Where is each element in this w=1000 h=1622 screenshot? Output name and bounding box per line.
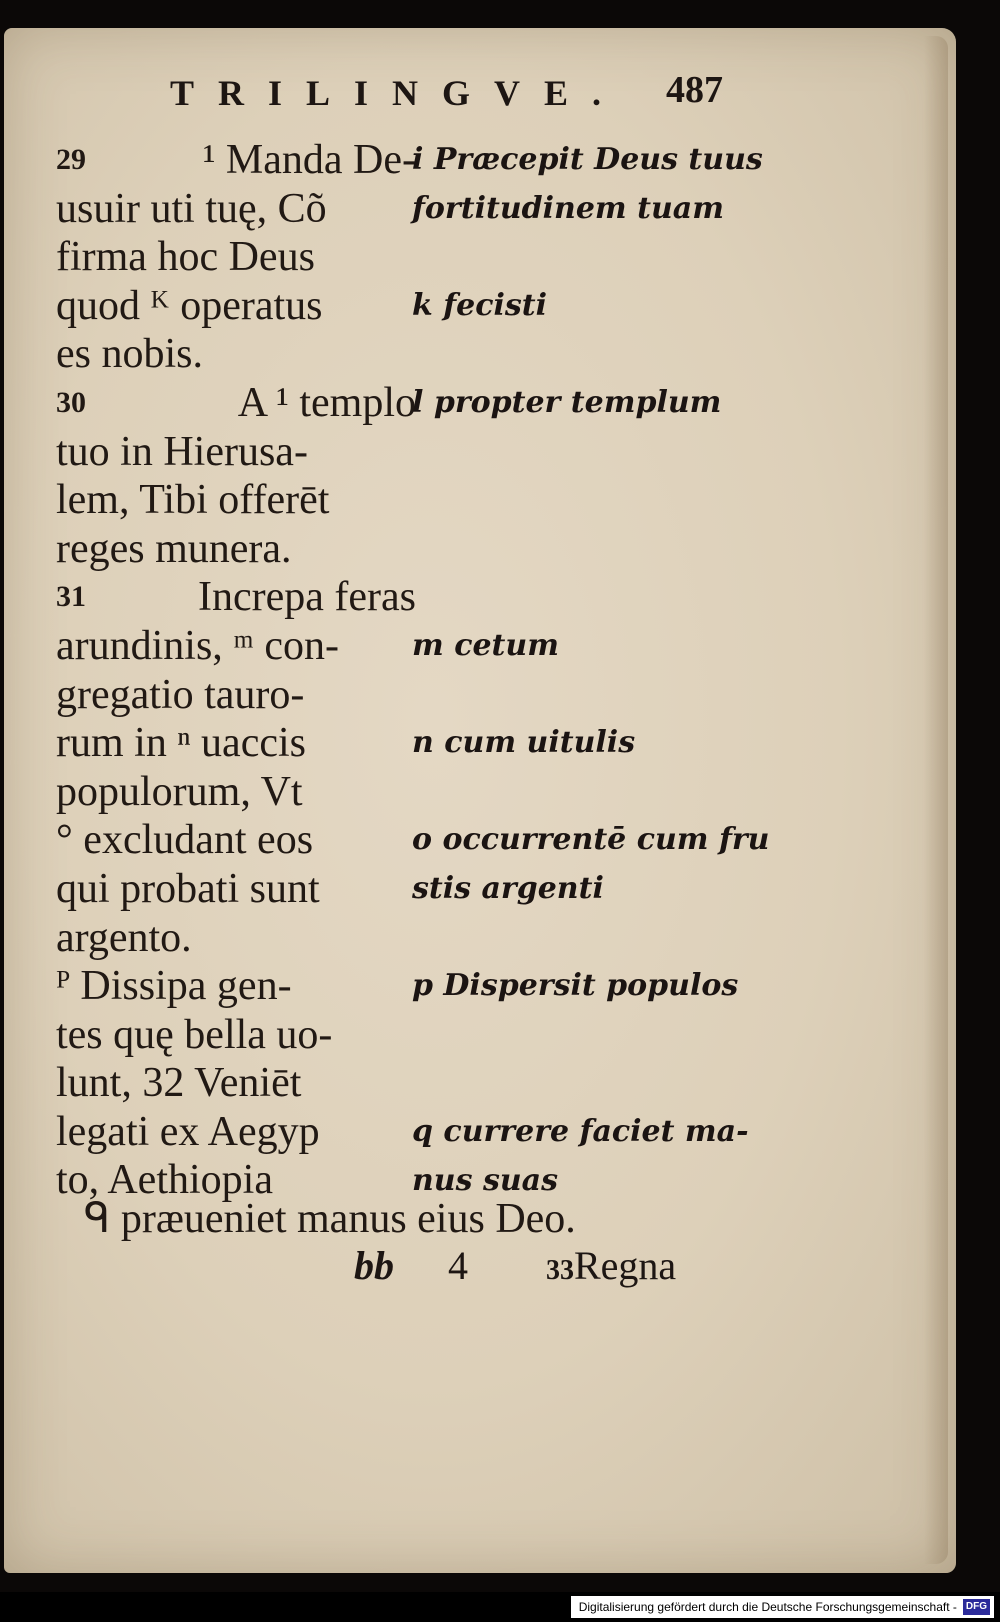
verse-number: 31 [56,580,86,614]
page-edge [924,36,948,1564]
latin-line-text: usuir uti tuę, Cõ [56,185,327,232]
latin-line [56,719,416,768]
latin-line-text: to, Aethiopia [56,1157,273,1204]
signature-number: 4 [448,1243,468,1288]
latin-line-text: A ¹ templo [237,379,416,426]
latin-line-text: reges munera. [56,525,292,572]
latin-line-text: lem, Tibi offerēt [56,477,330,524]
latin-line [56,1011,416,1060]
gloss-line: q currere faciet ma- [412,1114,749,1149]
latin-line [56,185,416,234]
latin-line-text: arundinis, ᵐ con- [56,622,339,669]
latin-line-text: ᴾ Dissipa gen- [56,963,292,1010]
latin-line [56,282,416,331]
latin-line [56,428,416,477]
latin-line [56,573,416,622]
gloss-line: m cetum [412,628,559,663]
latin-line-text: firma hoc Deus [56,234,315,281]
gloss-line: n cum uitulis [412,725,636,761]
gloss-line: o occurrentē cum fru [412,822,770,858]
latin-line-text: populorum, Vt [56,768,303,815]
gloss-line: stis argenti [412,871,604,906]
page-number: 487 [666,69,723,111]
latin-line-text: es nobis. [56,331,203,378]
latin-line-text: gregatio tauro- [56,671,305,718]
latin-line [56,136,416,185]
latin-line-text: argento. [56,914,192,961]
digitization-credit [571,1596,994,1618]
latin-line [56,330,416,379]
verse-last-line: ᑫ præueniet manus eius Deo. [84,1196,576,1242]
gloss-line: fortitudinem tuam [412,190,724,226]
gloss-line: nus suas [412,1162,558,1198]
latin-line [56,476,416,525]
latin-line [56,379,416,428]
latin-line-text: lunt, 32 Veniēt [56,1060,302,1107]
latin-line-text: quod ᴷ operatus [56,282,323,329]
latin-line [56,671,416,720]
latin-text-column [56,136,416,1205]
catchword [546,1242,676,1289]
page-header [170,69,750,122]
latin-line-text: rum in ⁿ uaccis [56,720,306,767]
catchword-text: Regna [574,1243,677,1288]
latin-line-text: ¹ Manda De- [202,137,416,183]
verse-number: 29 [56,143,86,176]
verse-number: 30 [56,385,86,419]
latin-line-text: ° excludant eos [56,817,314,864]
latin-line-text: Increpa feras [198,574,416,621]
gloss-line: p Dispersit populos [412,968,739,1004]
running-title: TRILINGVE. [170,73,626,113]
gloss-line: k fecisti [412,287,548,323]
latin-line [56,233,416,282]
latin-line [56,622,416,671]
dfg-logo: DFG [963,1599,990,1615]
latin-line [56,914,416,963]
latin-line-text: tuo in Hierusa- [56,428,308,475]
latin-line [56,768,416,817]
latin-line [56,1108,416,1157]
latin-line [56,962,416,1011]
latin-line-text: legati ex Aegyp [56,1108,320,1155]
gloss-line: i Præcepit Deus tuus [412,142,763,177]
gloss-line: l propter templum [412,385,722,420]
latin-line-text: qui probati sunt [56,865,320,912]
latin-line [56,865,416,914]
credit-text: Digitalisierung gefördert durch die Deutsche Forschungsgemeinschaft - [578,1600,957,1614]
latin-line-text: tes quę bella uo- [56,1011,333,1058]
catchword-number: 33 [546,1255,574,1286]
latin-line [56,816,416,865]
signature-mark: bb [354,1243,394,1288]
latin-line [56,525,416,574]
page-footer [354,1242,734,1292]
latin-line [56,1059,416,1108]
